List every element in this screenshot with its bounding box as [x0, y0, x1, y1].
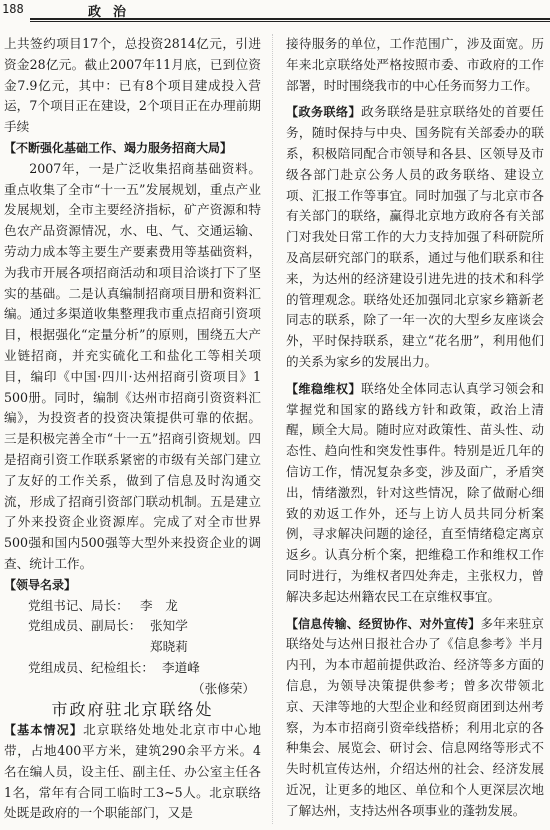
paragraph: 北京联络处地处北京市中心地带，占地400平方米，建筑290余平方米。4名在编人员，设主任、副主任、办公室主任各1名，常年有合同工临时工3~5人。北京联络处既是政府的一个职能部门，又是 — [4, 722, 261, 821]
paragraph: 接待服务的单位，工作范围广，涉及面宽。历年来北京联络处严格按照市委、市政府的工作部署，时时围绕我市的中心任务而努力工作。 — [286, 36, 544, 93]
leader-name: 郑晓莉 — [150, 639, 188, 655]
column-divider — [272, 34, 273, 824]
author: （张修荣） — [192, 680, 255, 696]
leader-row — [4, 596, 261, 617]
leader-title: 党组书记、局长： — [28, 597, 129, 613]
page-number: 188 — [2, 2, 24, 16]
section-heading: 【政务联络】 — [286, 105, 362, 120]
leaders-heading: 【领导名录】 — [4, 577, 77, 592]
leader-name: 李道峰 — [162, 659, 200, 675]
leader-name: 张知学 — [150, 618, 188, 634]
paragraph: 联络处全体同志认真学习领会和掌握党和国家的路线方针和政策，政治上清醒，顾全大局。随时应对政策性、苗头性、动态性、趋向性和突发性事件。特别是近几年的信访工作，情况复杂多变，涉及面广，矛盾突出，情绪激烈，针对这些情况，除了做耐心细致的劝返工作外，还与上访人员共同分析案例，寻求解决问题的途径，直至情绪稳定离京返乡。认真分析个案，把维稳工作和维权工作同时进行，为维权者四处奔走，主张权力，曾解决多起达州籍农民工在京维权事宜。 — [286, 380, 544, 604]
leaders-list — [4, 596, 261, 679]
paragraph: 2007年，一是广泛收集招商基础资料。重点收集了全市“十一五”发展规划，重点产业发展规划，全市主要经济指标，矿产资源和特色农产品资源情况，水、电、气、交通运输、劳动力成本等主要生产要素费用等基础资料，为我市开展各项招商活动和项目洽谈打下了坚实的基础。二是认真编制招商项目册和资料汇编。通过多渠道收集整理我市重点招商引资项目，根据强化“定量分析”的原则，围绕五大产业链招商，并充实硫化工和盐化工等相关项目，编印《中国·四川·达州招商引资项目》1 500册。同时，编制《达州市招商引资资料汇编》，为投资者的投资决策提供可靠的依据。三是积极完善全市“十一五”招商引资规划。四是招商引资工作联系紧密的市级有关部门建立了友好的工作关系，做到了信息及时沟通交流，形成了招商引资部门联动机制。五是建立了外来投资企业资源库。完成了对全市世界500强和国内500强等大型外来投资企业的调查、统计工作。 — [4, 160, 261, 571]
left-column — [4, 34, 261, 824]
leader-row — [4, 637, 261, 658]
header-rule-thin — [30, 21, 550, 22]
leader-title: 党组成员、副局长： — [28, 618, 142, 634]
section-title: 政治 — [88, 5, 139, 20]
section-heading: 【基本情况】 — [4, 723, 84, 738]
leader-row — [4, 658, 261, 679]
section-heading: 【信息传输、经贸协作、对外宣传】 — [286, 616, 481, 631]
office-title: 市政府驻北京联络处 — [51, 699, 214, 719]
paragraph: 上共签约项目17个，总投资2814亿元，引进资金28亿元。截止2007年11月底，已到位资金7.9亿元，其中：已有8个项目建成投入营运，7个项目正在建设，2个项目正在办理前期手续 — [4, 36, 261, 135]
paragraph: 政务联络是驻京联络处的首要任务，随时保持与中央、国务院有关部委办的联系，积极陪同配合市领导和各县、区领导及市级各部门赴京公务人员的政务联络、建设立项、汇报工作等事宜。同时加强了与北京市各有关部门的联络，赢得北京地方政府各有关部门对我处日常工作的大力支持加强了科研院所及高层研究部门的联系，通过与他们联系和往来，为达州的经济建设引进先进的技术和科学的管理观念。联络处还加强同北京家乡籍新老同志的联系，除了一年一次的大型乡友座谈会外，平时保持联系，建立“花名册”，利用他们的关系为家乡的发展出力。 — [286, 104, 544, 369]
paragraph: 多年来驻京联络处与达州日报社合办了《信息参考》半月内刊，为本市超前提供政治、经济等多方面的信息，为领导决策提供参考；曾多次带领北京、天津等地的大型企业和经贸商团到达州考察，为本市招商引资牵线搭桥；利用北京的各种集会、展览会、研讨会、信息网络等形式不失时机宣传达州，介绍达州的社会、经济发展近况，让更多的地区、单位和个人更深层次地了解达州，支持达州各项事业的蓬勃发展。 — [286, 615, 544, 818]
header-rule — [30, 18, 550, 20]
right-column — [286, 34, 544, 821]
leader-name: 李 龙 — [140, 597, 178, 613]
leader-row — [4, 616, 261, 637]
section-heading: 【不断强化基础工作、竭力服务招商大局】 — [4, 140, 233, 155]
page-header — [0, 0, 550, 24]
leader-title: 党组成员、纪检组长： — [28, 659, 154, 675]
section-heading: 【维稳维权】 — [286, 381, 362, 396]
